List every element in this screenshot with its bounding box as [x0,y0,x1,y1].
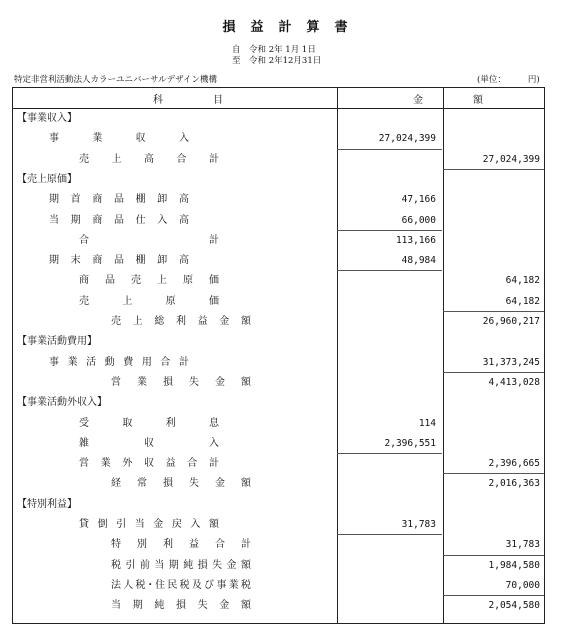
row-label: 雑 収 入 [79,437,219,449]
table-row [13,109,544,129]
amount-total: 31,373,245 [443,353,544,373]
row-label: 合 計 [79,234,219,246]
amount-total [443,414,544,434]
statement-title: 損益計算書 [222,20,363,35]
row-label: 当 期 商 品 仕 入 高 [49,214,189,226]
amount-detail [337,373,442,393]
table-row [13,495,544,515]
row-label: 経 常 損 失 金 額 [111,478,251,490]
amount-detail [337,576,442,596]
unit-open: (単位： [477,75,506,85]
amount-detail [337,454,442,474]
unit-close: 円) [527,75,540,85]
amount-total: 64,182 [443,292,544,312]
amount-detail [337,474,442,494]
row-label: 期 首 商 品 棚 卸 高 [49,194,189,206]
amount-total: 4,413,028 [488,376,540,388]
row-label: 売 上 総 利 益 金 額 [111,316,251,327]
row-label: 売 上 原 価 [79,295,219,307]
amount-detail [337,332,442,352]
table-header [13,88,544,109]
row-label: 営 業 外 収 益 合 計 [79,458,219,470]
unit-label [477,73,540,85]
row-label: 事 業 活 動 費 用 合 計 [49,356,189,368]
amount-total: 2,016,363 [488,478,540,490]
amount-total [443,231,544,251]
table-row [13,393,544,413]
amount-total: 2,396,665 [443,454,544,474]
row-label: 貸 倒 引 当 金 戻 入 額 [79,519,219,530]
table-row [13,576,544,596]
table-row [13,414,544,434]
income-statement-table [12,87,545,624]
amount-total: 2,054,580 [488,600,540,612]
table-row [13,474,544,494]
row-label: 事 業 収 入 [49,133,189,145]
amount-total: 27,024,399 [443,150,544,170]
amount-total [443,211,544,231]
table-row [13,251,544,271]
amount-total [443,515,544,535]
amount-detail [337,109,442,129]
header-subject: 科 目 [153,95,223,106]
table-row [13,170,544,190]
amount-total: 26,960,217 [482,316,540,327]
row-label: 【売上原価】 [17,173,77,185]
row-label: 当 期 純 損 失 金 額 [111,600,251,612]
amount-detail [337,535,442,555]
amount-detail [337,353,442,373]
amount-detail: 47,166 [401,194,436,206]
row-label: 【事業収入】 [17,113,77,124]
amount-detail: 114 [418,417,436,429]
row-label: 受 取 利 息 [79,417,219,429]
row-label: 法 人 税 ･ 住 民 税 及 び 事 業 税 [111,579,251,591]
amount-detail [337,312,442,332]
amount-total [443,109,544,129]
period-from: 自 令和 2年 1月 1日 [232,45,316,55]
amount-detail: 27,024,399 [337,129,442,149]
organization-name: 特定非営利活動法人カラーユニバーサルデザイン機構 [14,75,217,85]
amount-total [443,332,544,352]
table-row [13,556,544,576]
row-label: 売 上 高 合 計 [79,153,219,165]
amount-total [443,190,544,210]
amount-detail [337,170,442,190]
row-label: 営 業 損 失 金 額 [111,376,251,388]
amount-detail [337,596,442,616]
amount-detail [337,292,442,312]
amount-total [443,129,544,149]
amount-total [443,434,544,454]
amount-total: 70,000 [443,576,544,596]
amount-total [443,495,544,515]
row-label: 【特別利益】 [17,498,77,510]
amount-detail: 2,396,551 [337,434,442,454]
amount-total [443,251,544,271]
table-row [13,190,544,210]
amount-detail [337,271,442,291]
row-label: 期 末 商 品 棚 卸 高 [49,255,189,267]
row-label: 【事業活動費用】 [17,336,97,348]
amount-detail [337,556,442,576]
table-row [13,312,544,332]
table-row [13,231,544,251]
amount-total: 1,984,580 [488,559,540,571]
amount-detail [337,495,442,515]
table-row [13,150,544,170]
table-row [13,292,544,312]
amount-detail: 66,000 [337,211,442,231]
table-row [13,353,544,373]
table-row [13,596,544,616]
amount-detail [337,393,442,413]
table-row [13,515,544,535]
amount-total [443,393,544,413]
table-row [13,332,544,352]
table-row [13,454,544,474]
amount-total: 64,182 [505,275,540,287]
period-to: 至 令和 2年12月31日 [232,56,322,66]
header-amount: 金 額 [413,95,483,106]
table-row [13,129,544,149]
amount-total: 31,783 [443,535,544,555]
amount-detail [337,150,442,170]
amount-detail: 48,984 [337,251,442,271]
table-row [13,211,544,231]
row-label: 税 引 前 当 期 純 損 失 金 額 [111,559,251,571]
row-label: 【事業活動外収入】 [17,397,107,409]
table-row [13,373,544,393]
amount-detail: 113,166 [395,234,436,246]
row-label: 特 別 利 益 合 計 [111,539,251,551]
amount-total [443,170,544,190]
table-row [13,535,544,555]
amount-detail: 31,783 [337,515,442,535]
row-label: 商 品 売 上 原 価 [79,275,219,287]
table-row [13,271,544,291]
table-row [13,434,544,454]
